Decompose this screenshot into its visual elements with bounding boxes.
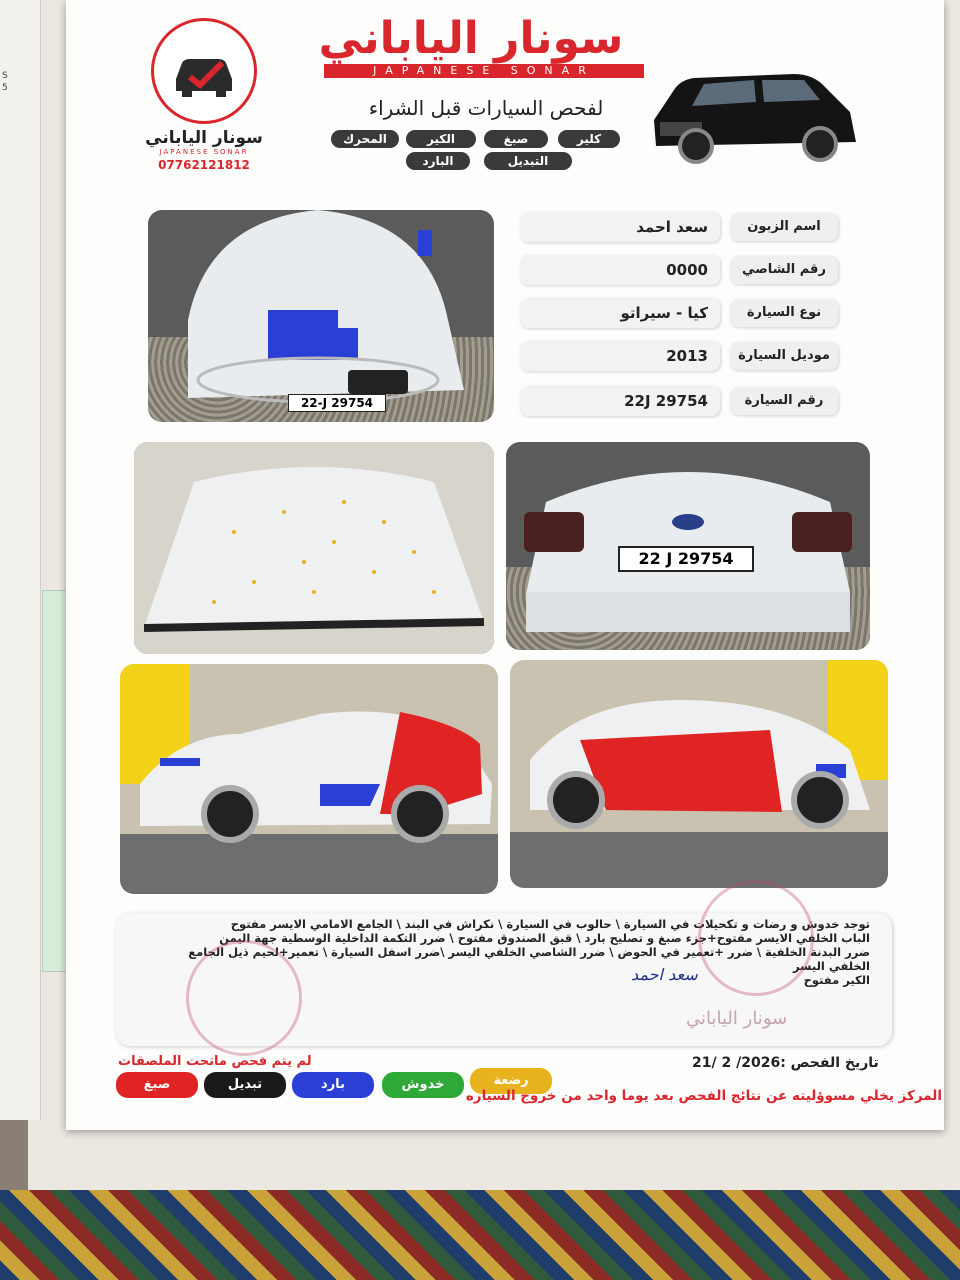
left-doc-fragment: S 5 [2, 71, 8, 93]
field-value-chassis: 0000 [520, 255, 720, 285]
field-label-customer: اسم الزبون [730, 213, 838, 241]
field-value-model: 2013 [520, 341, 720, 371]
photo-rear [506, 442, 870, 650]
field-label-car-type: نوع السيارة [730, 299, 838, 327]
notes-line: الكير مفتوح [803, 973, 870, 987]
phone-number: 07762121812 [158, 158, 250, 172]
footer-disclaimer: المركز يخلي مسوؤليته عن نتائج الفحص بعد يوما واحد من خروج السياره [465, 1088, 942, 1104]
field-value-car-type: كيا - سيراتو [520, 298, 720, 328]
front-hood-car [148, 210, 494, 422]
notes-line: توجد خدوش و رضات و تكحيلات في السيارة \ حالوب في السيارة \ نكراش في البند \ الجامع الامامي الايسر مفتوح [230, 917, 870, 931]
right-side-car [510, 660, 888, 888]
legend-chip-dent: رضعة [470, 1068, 552, 1094]
notes-line: الباب الخلفي الايسر مفتوح+جزء صبغ و تصليح بارد \ قبق الصندوق مفتوح \ ضرر التكمة الداخلية الوسطية جهة اليمن [219, 931, 870, 945]
brand-title: سونار الياباني [318, 13, 624, 64]
logo-name: سونار الياباني [145, 128, 263, 148]
suv-illustration [644, 50, 864, 165]
field-label-model: موديل السيارة [730, 342, 838, 370]
rear-license-plate: 22 J 29754 [618, 546, 754, 572]
customer-signature: سعد احمد [631, 965, 698, 984]
left-document-edge [0, 0, 41, 1120]
service-pill: البارد [406, 152, 470, 170]
legend-chip-scratches: خدوش [382, 1072, 464, 1098]
notes-line: ضرر البدنة الخلفية \ ضرر +تعمير في الحوض \ ضرر الشاصي الخلفي اليسر \ضرر اسفل السيارة \ تعمير+لحيم ذيل الجامع الخلفي اليسر [188, 945, 870, 973]
legend-chip-cold-repair: بارد [292, 1072, 374, 1098]
photo-right-side [510, 660, 888, 888]
brand-tagline: لفحص السيارات قبل الشراء [368, 96, 604, 120]
company-logo [144, 18, 264, 172]
field-value-customer: سعد احمد [520, 212, 720, 242]
photo-left-side [120, 664, 498, 894]
stamp-right [698, 880, 814, 996]
service-pill: الكير [406, 130, 476, 148]
brand-latin-name: JAPANESE SONAR [324, 64, 644, 78]
service-pill: المحرك [331, 130, 399, 148]
stamp-left [186, 940, 302, 1056]
logo-subtitle: JAPANESE SONAR [159, 148, 249, 156]
roof-car [134, 442, 494, 654]
left-side-car [120, 664, 498, 894]
service-pill: التبديل [484, 152, 572, 170]
field-label-chassis: رقم الشاصي [730, 256, 838, 284]
legend-note: لم يتم فحص ماتحت الملصقات [118, 1054, 312, 1069]
inspection-date: تاريخ الفحص :2026/ 2 /21 [692, 1055, 879, 1071]
legend-chip-paint: صبغ [116, 1072, 198, 1098]
photo-front-hood [148, 210, 494, 422]
field-value-plate: 22J 29754 [520, 386, 720, 416]
field-label-plate: رقم السيارة [730, 387, 838, 415]
car-check-icon [168, 49, 240, 97]
photo-roof [134, 442, 494, 654]
service-pill: كلير [558, 130, 620, 148]
patterned-rug [0, 1190, 960, 1280]
legend-chip-replacement: تبديل [204, 1072, 286, 1098]
service-pill: صبغ [484, 130, 548, 148]
stamp-brand-name: سونار الياباني [686, 1008, 788, 1029]
front-license-plate: 22-J 29754 [288, 394, 386, 412]
inspection-report-page [66, 0, 944, 1130]
logo-emblem [151, 18, 257, 124]
